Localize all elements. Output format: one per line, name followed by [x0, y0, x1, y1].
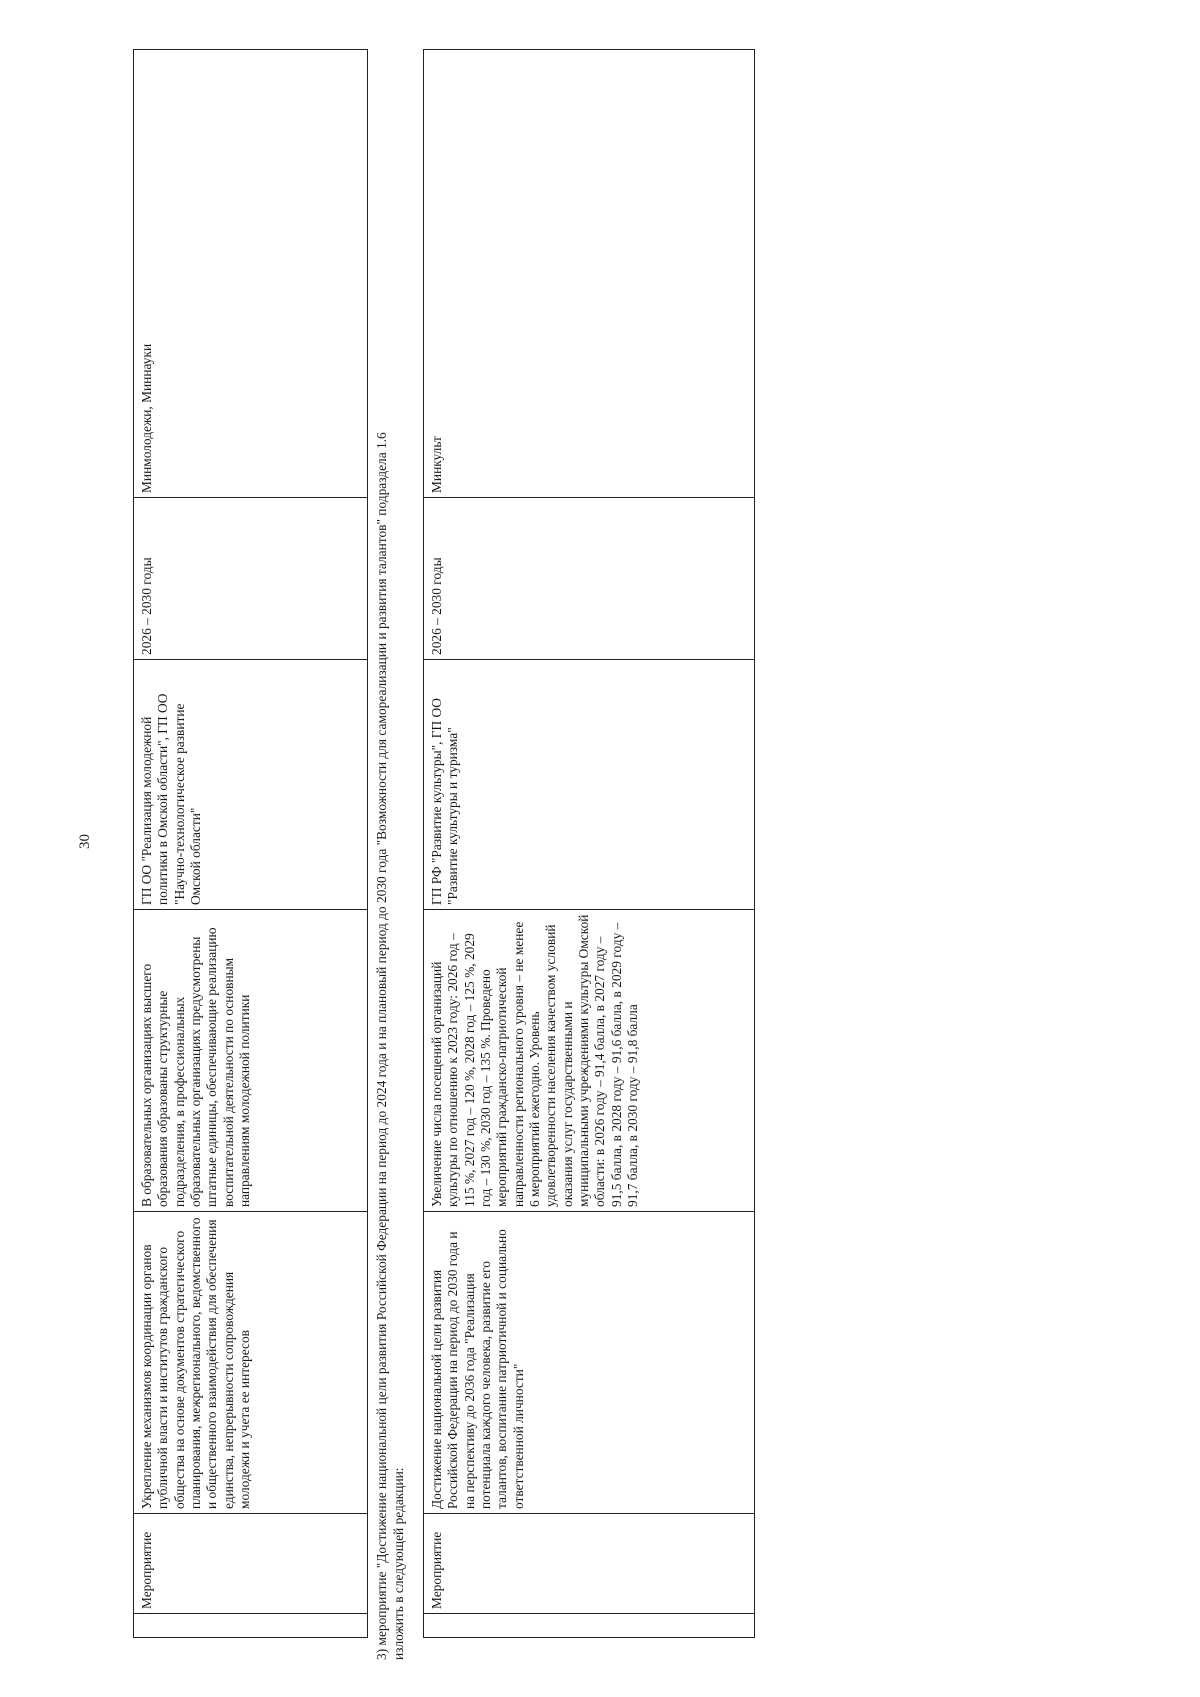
event-programs-cell: ГП РФ "Развитие культуры", ГП ОО "Развитие культуры и туризма" — [424, 660, 755, 910]
event-period-cell: 2026 – 2030 годы — [424, 498, 755, 660]
table-new-edition — [423, 49, 755, 1638]
table-row — [424, 50, 755, 1638]
caption-line-2: изложить в следующей редакции: — [391, 1467, 407, 1660]
empty-cell — [424, 1614, 755, 1638]
event-result-cell: Увеличение числа посещений организаций культуры по отношению к 2023 году: 2026 год – 115 %, 2027 год – 120 %, 2028 год – 125 %, 2029 год – 130 %, 2030 год – 135 %. Проведено мероприятий гражданско-патриотической направленности регионального уровня – не менее 6 мероприятий ежегодно. Уровень удовлетворенности населения качеством условий оказания услуг государственными и муниципальными учреждениями культуры Омской области: в 2026 году – 91,4 балла, в 2027 году – 91,5 балла, в 2028 году – 91,6 балла, в 2029 году – 91,7 балла, в 2030 году – 91,8 балла — [424, 910, 755, 1212]
event-name-cell: Достижение национальной цели развития Российской Федерации на период до 2030 года и на перспективу до 2036 года "Реализация потенциала каждого человека, развитие его талантов, воспитание патриотичной и социально ответственной личности" — [424, 1212, 755, 1514]
table-continuation — [133, 49, 368, 1638]
event-result-cell: В образовательных организациях высшего образования образованы структурные подразделения, в профессиональных образовательных организациях предусмотрены штатные единицы, обеспечивающие реализацию воспитательной деятельности по основным направлениям молодежной политики — [134, 910, 368, 1212]
event-period-cell: 2026 – 2030 годы — [134, 498, 368, 660]
event-type-cell: Мероприятие — [424, 1514, 755, 1614]
amendment-caption — [373, 60, 408, 1660]
event-executors-cell: Минмолодежи, Миннауки — [134, 50, 368, 498]
empty-cell — [134, 1614, 368, 1638]
rotated-content — [105, 40, 1145, 1660]
event-programs-cell: ГП ОО "Реализация молодежной политики в Омской области", ГП ОО "Научно-технологическое развитие Омской области" — [134, 660, 368, 910]
event-name-cell: Укрепление механизмов координации органов публичной власти и институтов гражданского общества на основе документов стратегического планирования, межрегионального, ведомственного и общественного взаимодействия для обеспечения единства, непрерывности сопровождения молодежи и учета ее интересов — [134, 1212, 368, 1514]
page-number: 30 — [77, 834, 93, 849]
caption-line-1: 3) мероприятие "Достижение национальной цели развития Российской Федерации на период до 2024 года и на плановый период до 2030 года "Возможности для самореализации и развития талантов" подраздела 1.6 — [374, 432, 389, 1660]
event-executors-cell: Минкульт — [424, 50, 755, 498]
table-row — [134, 50, 368, 1638]
event-type-cell: Мероприятие — [134, 1514, 368, 1614]
